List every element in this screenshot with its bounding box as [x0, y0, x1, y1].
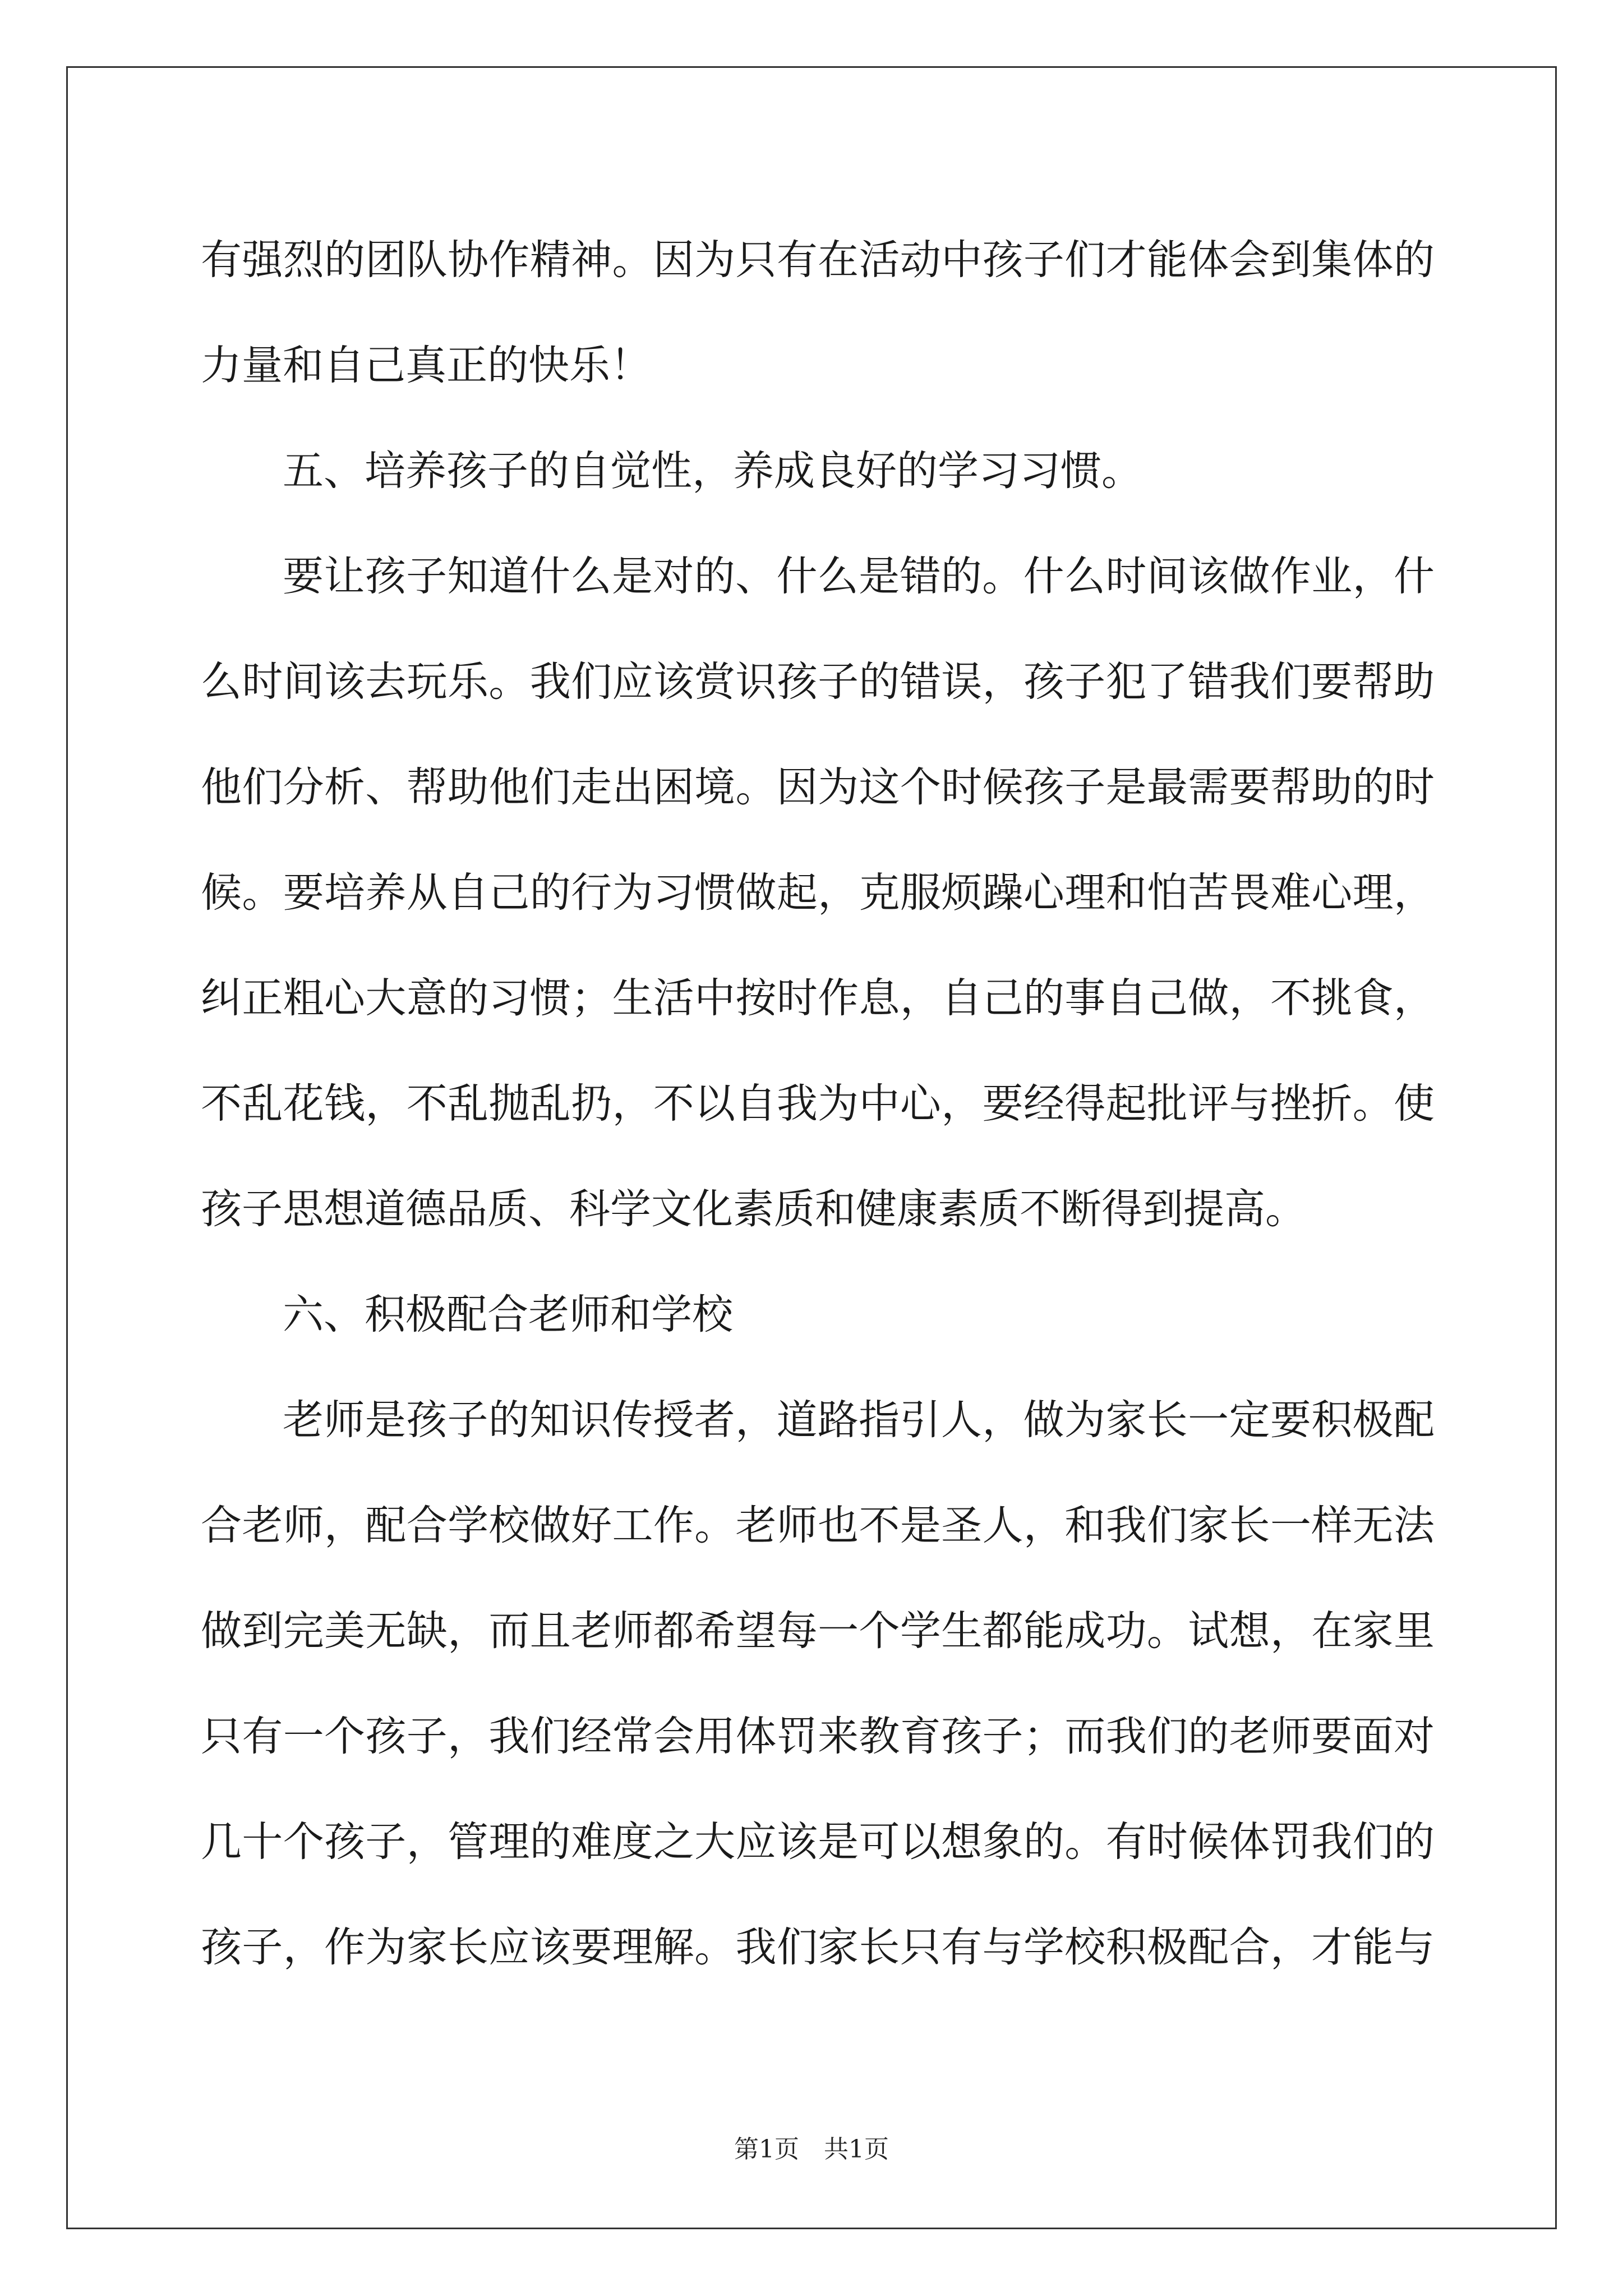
text-line: 纠正粗心大意的习惯；生活中按时作息，自己的事自己做，不挑食，	[201, 974, 1435, 1022]
text-line: 做到完美无缺，而且老师都希望每一个学生都能成功。试想，在家里	[201, 1607, 1435, 1655]
text-line: 候。要培养从自己的行为习惯做起，克服烦躁心理和怕苦畏难心理，	[201, 869, 1435, 917]
section-heading-six: 六、积极配合老师和学校	[283, 1291, 733, 1338]
text-line: 力量和自己真正的快乐！	[201, 342, 651, 389]
text-line: 有强烈的团队协作精神。因为只有在活动中孩子们才能体会到集体的	[201, 236, 1435, 284]
text-line: 只有一个孩子，我们经常会用体罚来教育孩子；而我们的老师要面对	[201, 1713, 1435, 1760]
page-footer: 第1页 共1页	[734, 2135, 889, 2164]
text-line: 老师是孩子的知识传授者，道路指引人，做为家长一定要积极配	[283, 1396, 1435, 1444]
document-body	[201, 208, 1435, 2000]
text-line: 不乱花钱，不乱抛乱扔，不以自我为中心，要经得起批评与挫折。使	[201, 1080, 1435, 1128]
text-line: 么时间该去玩乐。我们应该赏识孩子的错误，孩子犯了错我们要帮助	[201, 658, 1435, 706]
text-line: 孩子思想道德品质、科学文化素质和健康素质不断得到提高。	[201, 1185, 1306, 1233]
text-line: 他们分析、帮助他们走出困境。因为这个时候孩子是最需要帮助的时	[201, 763, 1435, 811]
text-line: 要让孩子知道什么是对的、什么是错的。什么时间该做作业，什	[283, 553, 1435, 600]
text-line: 合老师，配合学校做好工作。老师也不是圣人，和我们家长一样无法	[201, 1502, 1435, 1549]
section-heading-five: 五、培养孩子的自觉性，养成良好的学习习惯。	[283, 447, 1142, 495]
text-line: 孩子，作为家长应该要理解。我们家长只有与学校积极配合，才能与	[201, 1924, 1435, 1971]
text-line: 几十个孩子，管理的难度之大应该是可以想象的。有时候体罚我们的	[201, 1818, 1435, 1866]
